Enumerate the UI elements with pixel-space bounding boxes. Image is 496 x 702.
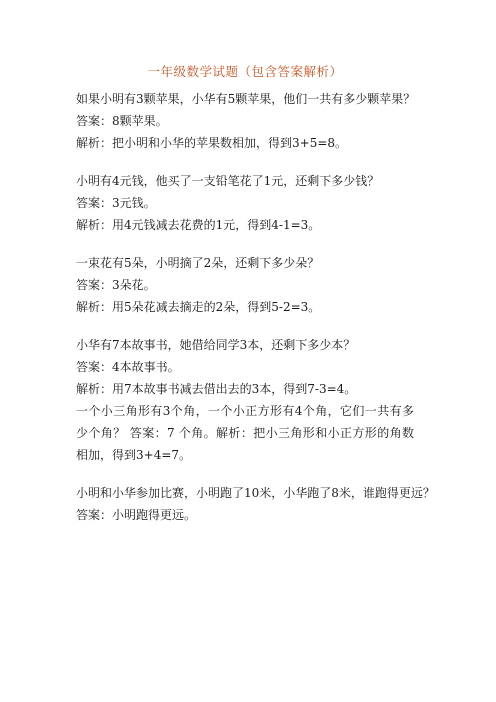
spacer bbox=[76, 154, 414, 170]
spacer bbox=[76, 466, 414, 482]
question-text: 小明有4元钱，他买了一支铅笔花了1元，还剩下多少钱？ bbox=[76, 174, 380, 188]
document-title: 一年级数学试题（包含答案解析） bbox=[147, 64, 343, 79]
analysis-text: 解析：把小明和小华的苹果数相加，得到3+5=8。 bbox=[76, 136, 348, 150]
question-block-1 bbox=[76, 88, 414, 154]
answer-text: 答案：3元钱。 bbox=[76, 196, 156, 210]
question-block-3 bbox=[76, 252, 414, 318]
spacer bbox=[76, 236, 414, 252]
question-block-6 bbox=[76, 482, 435, 526]
answer-text: 答案：8颗苹果。 bbox=[76, 114, 168, 128]
question-text: 一束花有5朵，小明摘了2朵，还剩下多少朵？ bbox=[76, 256, 320, 270]
question-block-4 bbox=[76, 334, 414, 400]
analysis-text: 解析：用4元钱减去花费的1元，得到4-1=3。 bbox=[76, 218, 321, 232]
answer-text: 答案：3朵花。 bbox=[76, 278, 156, 292]
analysis-text: 解析：用5朵花减去摘走的2朵，得到5-2=3。 bbox=[76, 300, 321, 314]
question-text: 小华有7本故事书，她借给同学3本，还剩下多少本？ bbox=[76, 338, 356, 352]
question-text: 如果小明有3颗苹果，小华有5颗苹果，他们一共有多少颗苹果？ bbox=[76, 92, 416, 106]
spacer bbox=[76, 318, 414, 334]
combined-question-answer-text: 一个小三角形有3个角，一个小正方形有4个角，它们一共有多少个角？ 答案：7 个角。解析：把小三角形和小正方形的角数相加，得到3+4=7。 bbox=[76, 404, 414, 462]
question-block-2 bbox=[76, 170, 414, 236]
analysis-text: 解析：用7本故事书减去借出去的3本，得到7-3=4。 bbox=[76, 382, 357, 396]
answer-text: 答案：4本故事书。 bbox=[76, 360, 180, 374]
answer-text: 答案：小明跑得更远。 bbox=[76, 508, 197, 522]
question-block-5 bbox=[76, 400, 414, 466]
question-text: 小明和小华参加比赛，小明跑了10米，小华跑了8米，谁跑得更远？ bbox=[76, 486, 435, 500]
